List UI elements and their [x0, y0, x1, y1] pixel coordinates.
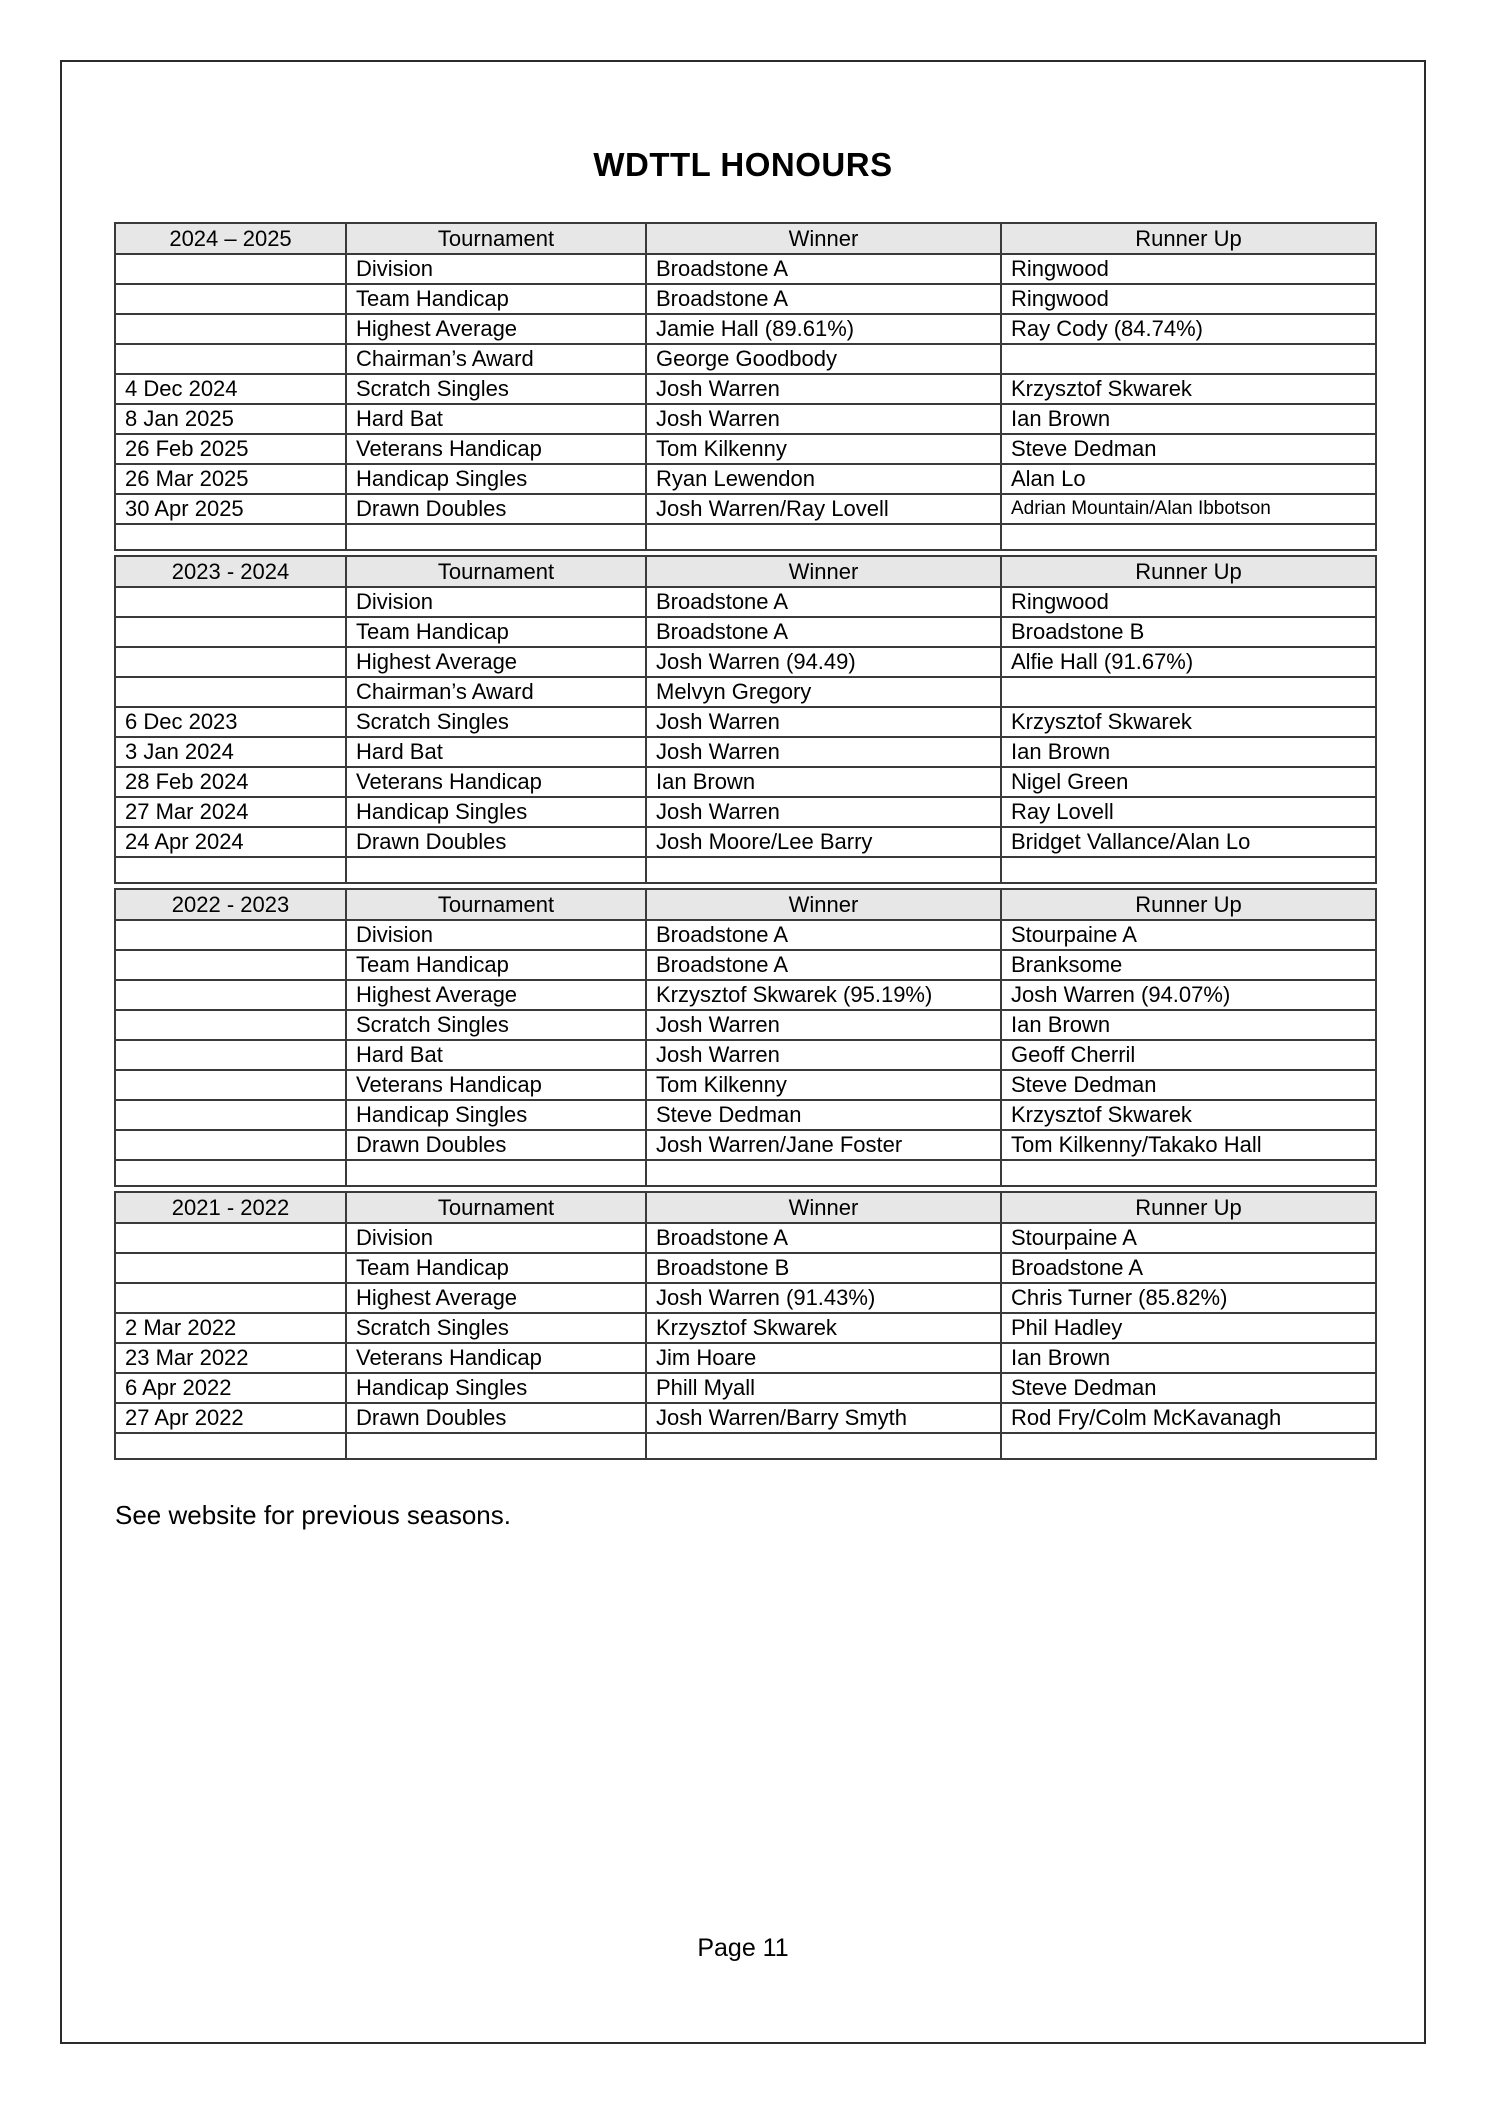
winner-cell: Krzysztof Skwarek (95.19%)	[646, 980, 1001, 1010]
tournament-cell: Team Handicap	[346, 950, 646, 980]
tournament-cell: Drawn Doubles	[346, 494, 646, 524]
date-cell	[115, 1130, 346, 1160]
table-row	[115, 980, 1376, 1010]
empty-cell	[115, 857, 346, 883]
table-row	[115, 950, 1376, 980]
date-cell: 24 Apr 2024	[115, 827, 346, 857]
winner-cell: Phill Myall	[646, 1373, 1001, 1403]
runner-up-cell	[1001, 677, 1376, 707]
season-label: 2023 - 2024	[115, 556, 346, 587]
table-row	[115, 827, 1376, 857]
table-row	[115, 494, 1376, 524]
season-label: 2024 – 2025	[115, 223, 346, 254]
runner-up-cell: Broadstone B	[1001, 617, 1376, 647]
empty-cell	[115, 524, 346, 550]
date-cell	[115, 1253, 346, 1283]
date-cell	[115, 344, 346, 374]
runner-up-cell: Ray Cody (84.74%)	[1001, 314, 1376, 344]
table-row	[115, 1373, 1376, 1403]
table-row	[115, 1130, 1376, 1160]
date-cell: 27 Mar 2024	[115, 797, 346, 827]
date-cell	[115, 617, 346, 647]
tournament-cell: Veterans Handicap	[346, 1343, 646, 1373]
tournament-cell: Highest Average	[346, 314, 646, 344]
table-row	[115, 404, 1376, 434]
tournament-cell: Drawn Doubles	[346, 1130, 646, 1160]
empty-cell	[346, 1433, 646, 1459]
runner-up-cell: Geoff Cherril	[1001, 1040, 1376, 1070]
runner-up-cell: Rod Fry/Colm McKavanagh	[1001, 1403, 1376, 1433]
date-cell: 6 Apr 2022	[115, 1373, 346, 1403]
table-row	[115, 647, 1376, 677]
date-cell	[115, 1010, 346, 1040]
table-row	[115, 1223, 1376, 1253]
winner-cell: Josh Warren	[646, 1040, 1001, 1070]
winner-cell: George Goodbody	[646, 344, 1001, 374]
runner-up-cell: Krzysztof Skwarek	[1001, 707, 1376, 737]
runner-up-cell: Chris Turner (85.82%)	[1001, 1283, 1376, 1313]
empty-row	[115, 857, 1376, 883]
tournament-cell: Division	[346, 920, 646, 950]
season-header-row	[115, 223, 1376, 254]
date-cell	[115, 1100, 346, 1130]
date-cell	[115, 677, 346, 707]
winner-cell: Ian Brown	[646, 767, 1001, 797]
table-row	[115, 1040, 1376, 1070]
date-cell: 26 Mar 2025	[115, 464, 346, 494]
winner-cell: Jamie Hall (89.61%)	[646, 314, 1001, 344]
season-header-row	[115, 556, 1376, 587]
table-row	[115, 617, 1376, 647]
date-cell	[115, 920, 346, 950]
winner-cell: Steve Dedman	[646, 1100, 1001, 1130]
date-cell	[115, 980, 346, 1010]
tournament-cell: Handicap Singles	[346, 797, 646, 827]
col-header-winner: Winner	[646, 1192, 1001, 1223]
runner-up-cell: Adrian Mountain/Alan Ibbotson	[1001, 494, 1376, 524]
tournament-cell: Drawn Doubles	[346, 1403, 646, 1433]
table-row	[115, 677, 1376, 707]
table-row	[115, 284, 1376, 314]
table-row	[115, 464, 1376, 494]
page-title: WDTTL HONOURS	[593, 146, 893, 183]
tournament-cell: Handicap Singles	[346, 1373, 646, 1403]
date-cell	[115, 1283, 346, 1313]
table-row	[115, 254, 1376, 284]
tournament-cell: Scratch Singles	[346, 707, 646, 737]
tournament-cell: Team Handicap	[346, 1253, 646, 1283]
table-row	[115, 434, 1376, 464]
table-row	[115, 1100, 1376, 1130]
season-label: 2022 - 2023	[115, 889, 346, 920]
tournament-cell: Division	[346, 254, 646, 284]
runner-up-cell: Alfie Hall (91.67%)	[1001, 647, 1376, 677]
runner-up-cell: Broadstone A	[1001, 1253, 1376, 1283]
table-row	[115, 344, 1376, 374]
tournament-cell: Division	[346, 1223, 646, 1253]
runner-up-cell	[1001, 344, 1376, 374]
empty-cell	[1001, 1433, 1376, 1459]
date-cell: 3 Jan 2024	[115, 737, 346, 767]
winner-cell: Broadstone A	[646, 920, 1001, 950]
table-row	[115, 587, 1376, 617]
table-row	[115, 797, 1376, 827]
tournament-cell: Handicap Singles	[346, 464, 646, 494]
date-cell: 30 Apr 2025	[115, 494, 346, 524]
season-table	[114, 1191, 1377, 1460]
tournament-cell: Veterans Handicap	[346, 434, 646, 464]
season-header-row	[115, 1192, 1376, 1223]
tournament-cell: Hard Bat	[346, 1040, 646, 1070]
tournament-cell: Scratch Singles	[346, 1010, 646, 1040]
col-header-winner: Winner	[646, 223, 1001, 254]
season-table	[114, 222, 1377, 551]
date-cell: 8 Jan 2025	[115, 404, 346, 434]
runner-up-cell: Phil Hadley	[1001, 1313, 1376, 1343]
winner-cell: Josh Warren	[646, 797, 1001, 827]
winner-cell: Josh Warren	[646, 737, 1001, 767]
runner-up-cell: Ian Brown	[1001, 404, 1376, 434]
empty-cell	[115, 1160, 346, 1186]
winner-cell: Josh Warren	[646, 374, 1001, 404]
tournament-cell: Highest Average	[346, 647, 646, 677]
tournament-cell: Veterans Handicap	[346, 1070, 646, 1100]
runner-up-cell: Ringwood	[1001, 587, 1376, 617]
winner-cell: Josh Warren/Barry Smyth	[646, 1403, 1001, 1433]
winner-cell: Krzysztof Skwarek	[646, 1313, 1001, 1343]
runner-up-cell: Josh Warren (94.07%)	[1001, 980, 1376, 1010]
season-label: 2021 - 2022	[115, 1192, 346, 1223]
table-row	[115, 707, 1376, 737]
empty-cell	[1001, 1160, 1376, 1186]
runner-up-cell: Ian Brown	[1001, 1343, 1376, 1373]
col-header-tournament: Tournament	[346, 889, 646, 920]
col-header-winner: Winner	[646, 556, 1001, 587]
col-header-runner-up: Runner Up	[1001, 556, 1376, 587]
tournament-cell: Drawn Doubles	[346, 827, 646, 857]
date-cell	[115, 1070, 346, 1100]
table-row	[115, 1010, 1376, 1040]
winner-cell: Broadstone A	[646, 587, 1001, 617]
winner-cell: Ryan Lewendon	[646, 464, 1001, 494]
empty-cell	[1001, 524, 1376, 550]
empty-row	[115, 524, 1376, 550]
season-table	[114, 555, 1377, 884]
date-cell: 28 Feb 2024	[115, 767, 346, 797]
winner-cell: Broadstone A	[646, 950, 1001, 980]
document-page	[60, 60, 1426, 2044]
winner-cell: Broadstone A	[646, 1223, 1001, 1253]
tournament-cell: Scratch Singles	[346, 374, 646, 404]
tournament-cell: Scratch Singles	[346, 1313, 646, 1343]
empty-cell	[346, 1160, 646, 1186]
winner-cell: Tom Kilkenny	[646, 1070, 1001, 1100]
winner-cell: Josh Warren	[646, 404, 1001, 434]
tournament-cell: Team Handicap	[346, 284, 646, 314]
runner-up-cell: Krzysztof Skwarek	[1001, 374, 1376, 404]
table-row	[115, 1070, 1376, 1100]
table-row	[115, 737, 1376, 767]
tournament-cell: Division	[346, 587, 646, 617]
empty-cell	[115, 1433, 346, 1459]
empty-cell	[646, 524, 1001, 550]
date-cell	[115, 647, 346, 677]
winner-cell: Josh Warren (94.49)	[646, 647, 1001, 677]
runner-up-cell: Nigel Green	[1001, 767, 1376, 797]
runner-up-cell: Alan Lo	[1001, 464, 1376, 494]
honours-tables	[114, 222, 1375, 1460]
page-number: Page 11	[697, 1934, 789, 1962]
winner-cell: Josh Warren (91.43%)	[646, 1283, 1001, 1313]
tournament-cell: Highest Average	[346, 1283, 646, 1313]
runner-up-cell: Ian Brown	[1001, 1010, 1376, 1040]
date-cell	[115, 950, 346, 980]
empty-cell	[1001, 857, 1376, 883]
winner-cell: Josh Moore/Lee Barry	[646, 827, 1001, 857]
empty-cell	[646, 857, 1001, 883]
winner-cell: Josh Warren	[646, 707, 1001, 737]
runner-up-cell: Branksome	[1001, 950, 1376, 980]
winner-cell: Broadstone A	[646, 284, 1001, 314]
empty-cell	[346, 524, 646, 550]
col-header-winner: Winner	[646, 889, 1001, 920]
table-row	[115, 1403, 1376, 1433]
winner-cell: Broadstone B	[646, 1253, 1001, 1283]
table-row	[115, 767, 1376, 797]
tournament-cell: Handicap Singles	[346, 1100, 646, 1130]
table-row	[115, 314, 1376, 344]
winner-cell: Jim Hoare	[646, 1343, 1001, 1373]
season-table	[114, 888, 1377, 1187]
table-row	[115, 1283, 1376, 1313]
winner-cell: Broadstone A	[646, 254, 1001, 284]
date-cell	[115, 254, 346, 284]
runner-up-cell: Krzysztof Skwarek	[1001, 1100, 1376, 1130]
date-cell: 4 Dec 2024	[115, 374, 346, 404]
date-cell	[115, 1040, 346, 1070]
runner-up-cell: Ray Lovell	[1001, 797, 1376, 827]
col-header-tournament: Tournament	[346, 1192, 646, 1223]
date-cell	[115, 314, 346, 344]
runner-up-cell: Bridget Vallance/Alan Lo	[1001, 827, 1376, 857]
runner-up-cell: Tom Kilkenny/Takako Hall	[1001, 1130, 1376, 1160]
date-cell: 2 Mar 2022	[115, 1313, 346, 1343]
col-header-runner-up: Runner Up	[1001, 1192, 1376, 1223]
runner-up-cell: Ian Brown	[1001, 737, 1376, 767]
winner-cell: Melvyn Gregory	[646, 677, 1001, 707]
tournament-cell: Veterans Handicap	[346, 767, 646, 797]
runner-up-cell: Ringwood	[1001, 284, 1376, 314]
date-cell: 6 Dec 2023	[115, 707, 346, 737]
tournament-cell: Hard Bat	[346, 404, 646, 434]
empty-cell	[646, 1433, 1001, 1459]
date-cell: 23 Mar 2022	[115, 1343, 346, 1373]
season-header-row	[115, 889, 1376, 920]
tournament-cell: Highest Average	[346, 980, 646, 1010]
table-row	[115, 1313, 1376, 1343]
runner-up-cell: Steve Dedman	[1001, 434, 1376, 464]
runner-up-cell: Stourpaine A	[1001, 920, 1376, 950]
tournament-cell: Team Handicap	[346, 617, 646, 647]
date-cell	[115, 284, 346, 314]
tournament-cell: Chairman’s Award	[346, 344, 646, 374]
runner-up-cell: Steve Dedman	[1001, 1373, 1376, 1403]
runner-up-cell: Stourpaine A	[1001, 1223, 1376, 1253]
tournament-cell: Hard Bat	[346, 737, 646, 767]
runner-up-cell: Steve Dedman	[1001, 1070, 1376, 1100]
winner-cell: Josh Warren/Ray Lovell	[646, 494, 1001, 524]
footer-note: See website for previous seasons.	[115, 1500, 511, 1530]
col-header-tournament: Tournament	[346, 223, 646, 254]
empty-row	[115, 1433, 1376, 1459]
col-header-runner-up: Runner Up	[1001, 223, 1376, 254]
empty-row	[115, 1160, 1376, 1186]
col-header-tournament: Tournament	[346, 556, 646, 587]
table-row	[115, 1343, 1376, 1373]
table-row	[115, 374, 1376, 404]
winner-cell: Broadstone A	[646, 617, 1001, 647]
table-row	[115, 1253, 1376, 1283]
empty-cell	[646, 1160, 1001, 1186]
tournament-cell: Chairman’s Award	[346, 677, 646, 707]
date-cell: 27 Apr 2022	[115, 1403, 346, 1433]
winner-cell: Tom Kilkenny	[646, 434, 1001, 464]
winner-cell: Josh Warren	[646, 1010, 1001, 1040]
table-row	[115, 920, 1376, 950]
date-cell: 26 Feb 2025	[115, 434, 346, 464]
date-cell	[115, 587, 346, 617]
empty-cell	[346, 857, 646, 883]
date-cell	[115, 1223, 346, 1253]
runner-up-cell: Ringwood	[1001, 254, 1376, 284]
winner-cell: Josh Warren/Jane Foster	[646, 1130, 1001, 1160]
col-header-runner-up: Runner Up	[1001, 889, 1376, 920]
